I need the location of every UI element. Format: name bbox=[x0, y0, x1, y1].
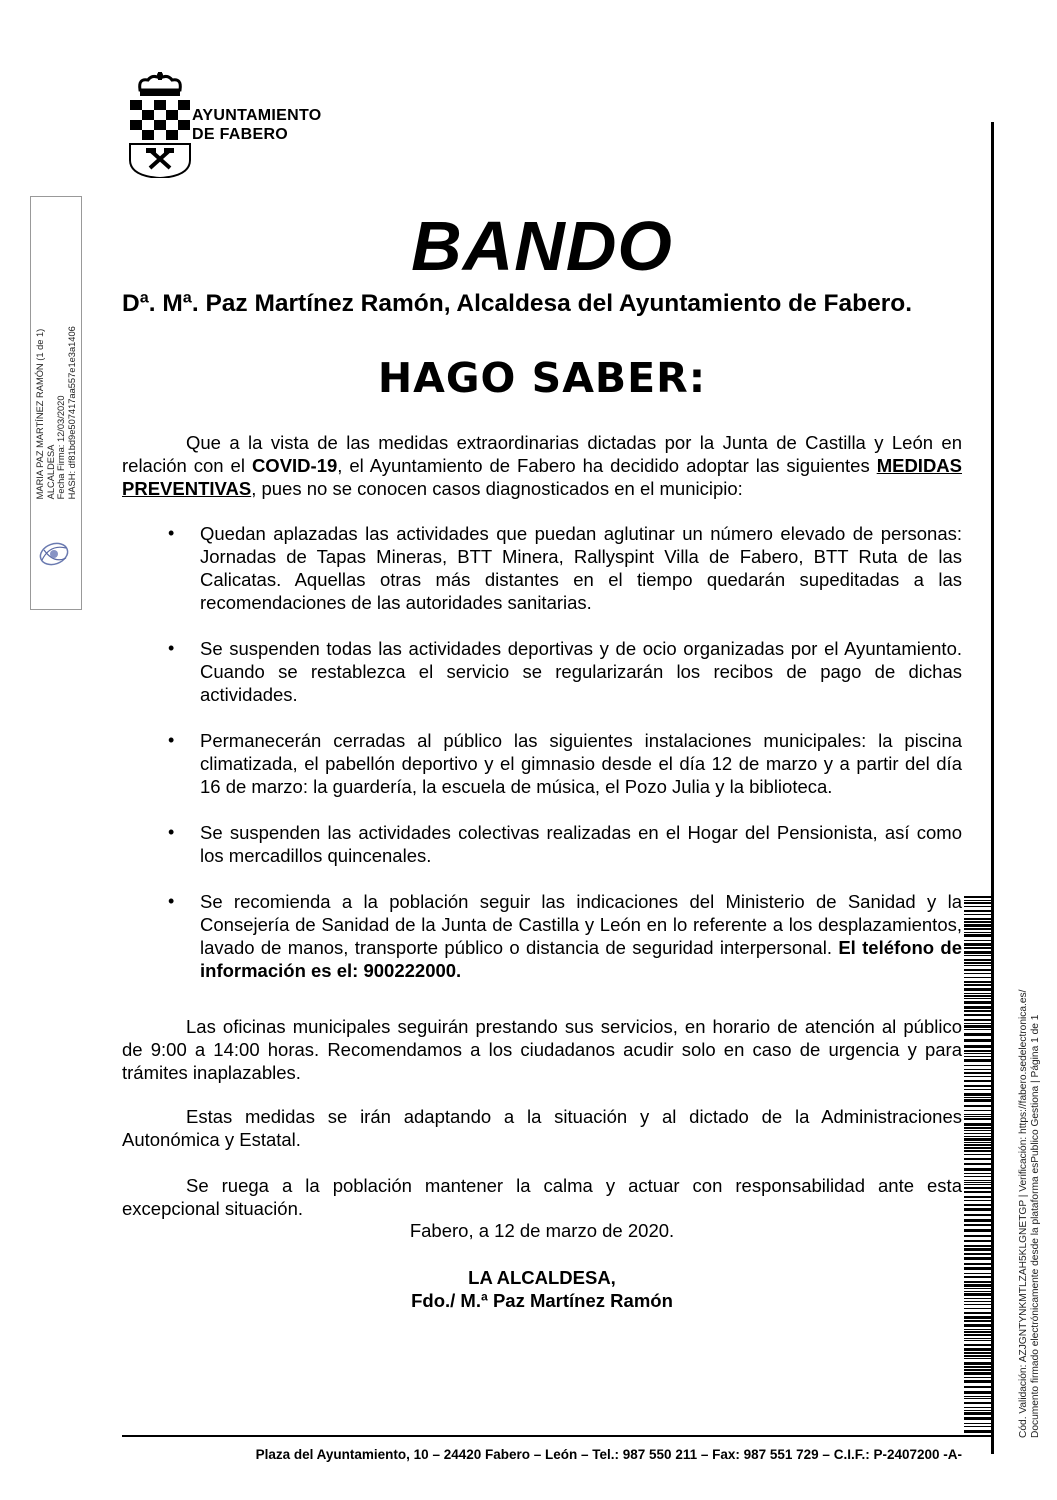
intro-text-1: Que a la vista de las medidas extraordinarias dictadas por la Junta de Castilla y León en relación con el bbox=[122, 432, 962, 476]
footer-address: Plaza del Ayuntamiento, 10 – 24420 Fabero – León – Tel.: 987 550 211 – Fax: 987 551 729 – C.I.F.: P-2407200 -A- bbox=[255, 1447, 962, 1462]
list-item bbox=[122, 522, 962, 614]
list-item bbox=[122, 890, 962, 982]
info-phone: El teléfono de información es el: 900222000. bbox=[200, 937, 962, 981]
signature-role: ALCALDESA bbox=[45, 444, 56, 499]
intro-paragraph bbox=[122, 431, 962, 500]
logo-line-1: AYUNTAMIENTO bbox=[192, 107, 322, 124]
verification-text bbox=[1018, 990, 1042, 1438]
verification-platform: Documento firmado electrónicamente desde la plataforma esPublico Gestiona | Página 1 de 1 bbox=[1030, 1014, 1041, 1438]
barcode-icon bbox=[964, 896, 991, 1438]
page-title: BANDO bbox=[411, 207, 673, 285]
date-line: Fabero, a 12 de marzo de 2020. bbox=[409, 1220, 675, 1241]
list-item bbox=[122, 729, 962, 798]
bullet-icon: • bbox=[168, 730, 175, 750]
intro-text-2: , el Ayuntamiento de Fabero ha decidido adoptar las siguientes bbox=[337, 455, 877, 476]
intro-medidas: MEDIDAS PREVENTIVAS bbox=[122, 455, 962, 499]
verification-code: Cód. Validación: AZJGNTYNKMTLZAH5KLGNETGP | Verificación: https://fabero.sedelectronica.es/ bbox=[1018, 989, 1029, 1438]
intro-covid: COVID-19 bbox=[251, 455, 338, 476]
issuer-line: Dª. Mª. Paz Martínez Ramón, Alcaldesa del Ayuntamiento de Fabero. bbox=[122, 290, 913, 317]
bullet-icon: • bbox=[168, 523, 175, 543]
signature-stamp-icon bbox=[36, 536, 72, 572]
bullet-icon: • bbox=[168, 822, 175, 842]
adaptation-paragraph: Estas medidas se irán adaptando a la situación y al dictado de la Administraciones Autonómica y Estatal. bbox=[122, 1106, 962, 1150]
measures-list bbox=[122, 522, 962, 1005]
calm-paragraph: Se ruega a la población mantener la calma y actuar con responsabilidad ante esta excepcional situación. bbox=[122, 1175, 962, 1219]
signature-hash: HASH: df81bd9e507417aa557e1e3a1406 bbox=[66, 325, 77, 499]
intro-text-3: , pues no se conocen casos diagnosticados en el municipio: bbox=[251, 478, 743, 499]
signature-signer: MARIA PAZ MARTÍNEZ RAMÓN (1 de 1) bbox=[35, 328, 45, 499]
measure-text: Se suspenden las actividades colectivas realizadas en el Hogar del Pensionista, así como los mercadillos quincenales. bbox=[200, 822, 962, 866]
footer-divider bbox=[122, 1435, 966, 1437]
offices-paragraph: Las oficinas municipales seguirán prestando sus servicios, en horario de atención al público de 9:00 a 14:00 horas. Recomendamos a los ciudadanos acudir solo en caso de urgencia y para trámites inaplazables. bbox=[122, 1016, 962, 1083]
logo-line-2: DE FABERO bbox=[192, 126, 289, 143]
list-item bbox=[122, 821, 962, 867]
measure-text: Permanecerán cerradas al público las siguientes instalaciones municipales: la piscina climatizada, el pabellón deportivo y el gimnasio desde el día 12 de marzo y a partir del día 16 de marzo: la guardería, la escuela de música, el Pozo Julia y la biblioteca. bbox=[200, 730, 962, 797]
logo-text bbox=[192, 106, 322, 144]
proclamation-heading: HAGO SABER: bbox=[377, 354, 707, 402]
bullet-icon: • bbox=[168, 891, 175, 911]
bullet-icon: • bbox=[168, 638, 175, 658]
list-item bbox=[122, 637, 962, 706]
right-margin-rule bbox=[991, 122, 994, 1454]
measure-text: Se recomienda a la población seguir las indicaciones del Ministerio de Sanidad y la Consejería de Sanidad de la Junta de Castilla y León en lo referente a los desplazamientos, lavado de manos, transporte público o distancia de seguridad interpersonal. bbox=[200, 891, 962, 958]
signer-block bbox=[122, 1266, 962, 1312]
measure-text: Quedan aplazadas las actividades que puedan aglutinar un número elevado de personas: Jornadas de Tapas Mineras, BTT Minera, Rallyspint Villa de Fabero, BTT Ruta de las Calicatas. Aquellas otras más distantes en el tiempo quedarán supeditadas a las recomendaciones de las autoridades sanitarias. bbox=[200, 523, 962, 613]
signer-role: LA ALCALDESA, bbox=[468, 1267, 616, 1288]
signature-date: Fecha Firma: 12/03/2020 bbox=[56, 395, 67, 499]
signature-text bbox=[35, 326, 77, 499]
measure-text: Se suspenden todas las actividades deportivas y de ocio organizadas por el Ayuntamiento. Cuando se restablezca el servicio se regularizarán los recibos de pago de dichas actividades. bbox=[200, 638, 962, 705]
signer-name: Fdo./ M.ª Paz Martínez Ramón bbox=[411, 1290, 673, 1311]
